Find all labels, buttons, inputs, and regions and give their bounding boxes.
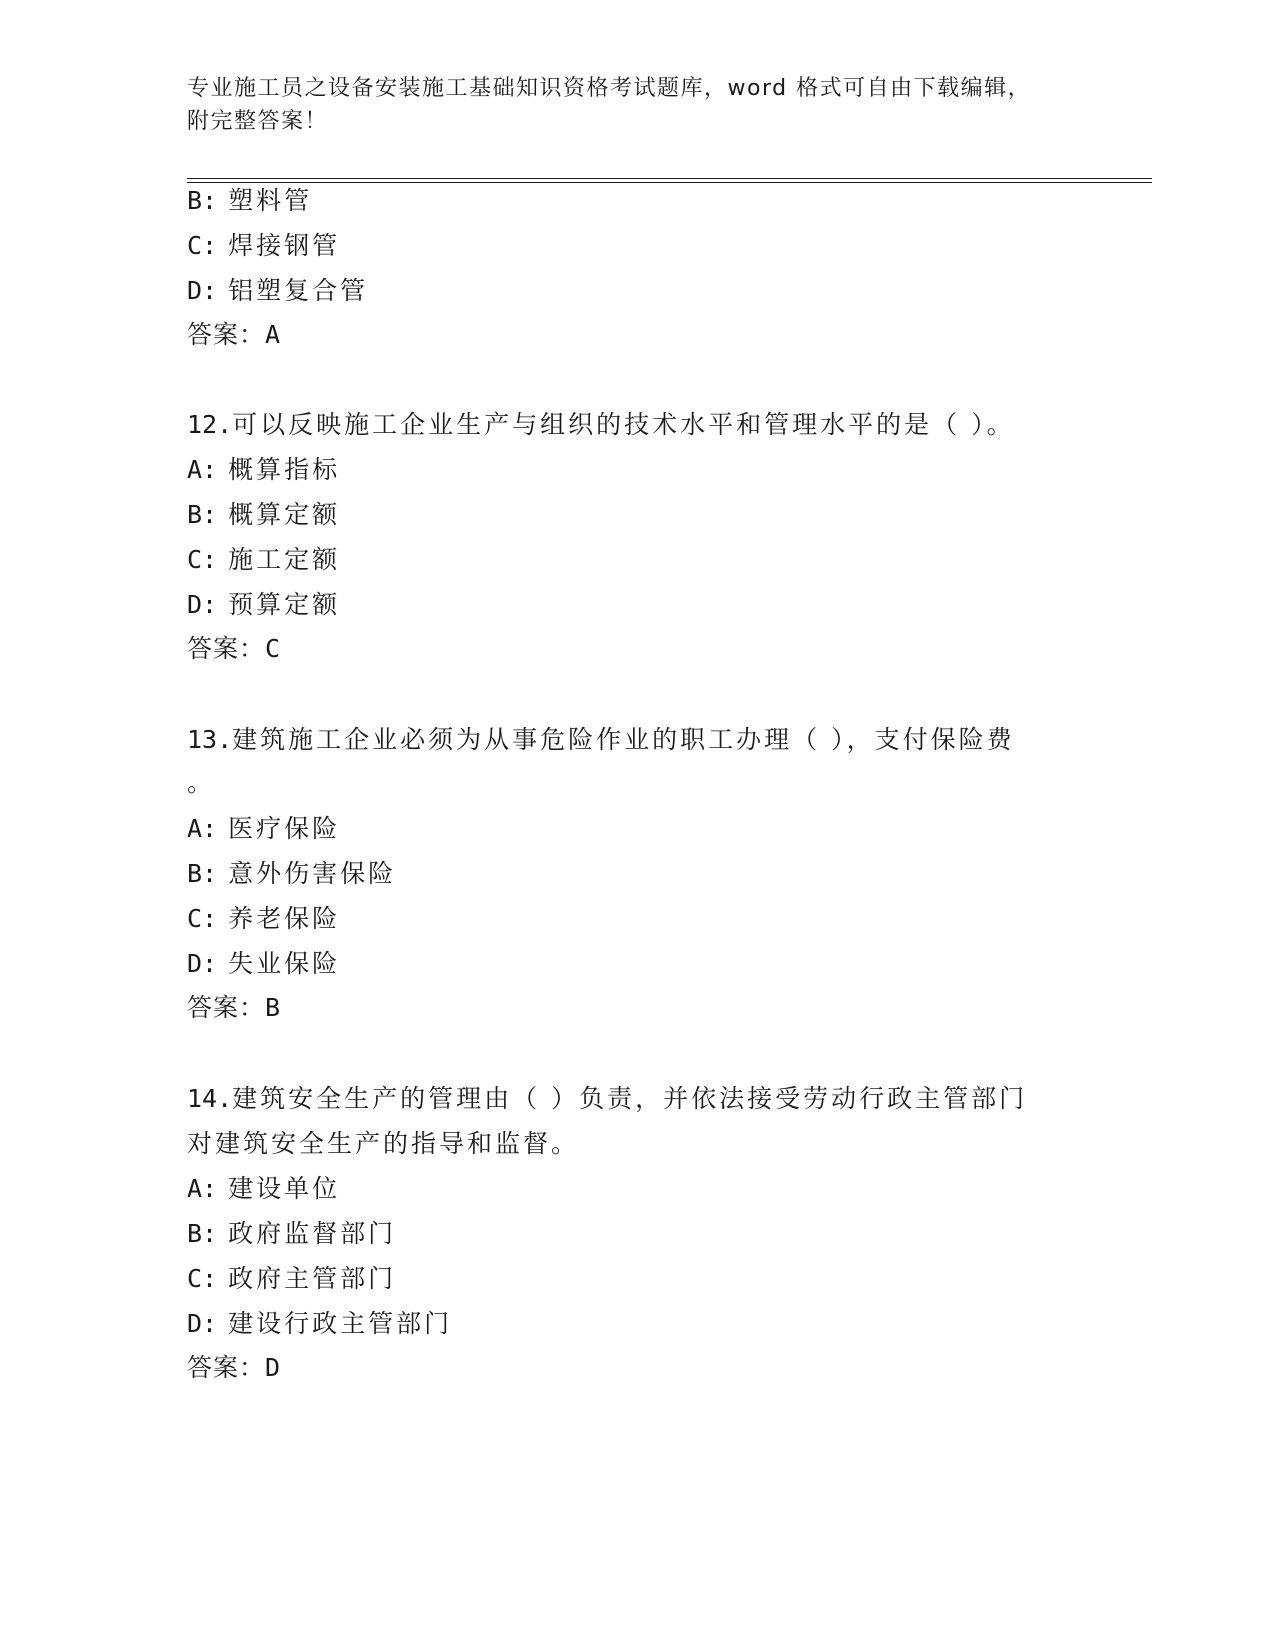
q14-option-a bbox=[187, 1174, 340, 1204]
q12-option-d bbox=[187, 590, 340, 620]
option-letter: C: bbox=[187, 231, 218, 260]
option-letter: D: bbox=[187, 1309, 218, 1338]
option-letter: C: bbox=[187, 904, 218, 933]
option-text: 预算定额 bbox=[228, 590, 341, 619]
header-line-1: 专业施工员之设备安装施工基础知识资格考试题库，word 格式可自由下载编辑， bbox=[187, 76, 1032, 101]
q12-option-b bbox=[187, 500, 340, 530]
q14-option-b bbox=[187, 1219, 396, 1249]
answer-value: A bbox=[265, 320, 281, 349]
option-text: 铝塑复合管 bbox=[228, 276, 369, 305]
option-text: 塑料管 bbox=[228, 186, 313, 215]
q12-option-a bbox=[187, 455, 340, 485]
q13-stem-continued bbox=[187, 768, 215, 798]
header-double-rule bbox=[187, 178, 1152, 183]
option-text: 医疗保险 bbox=[228, 814, 341, 843]
option-text: 概算定额 bbox=[228, 500, 341, 529]
option-text: 养老保险 bbox=[228, 904, 341, 933]
q13-option-d bbox=[187, 949, 340, 979]
answer-label: 答案： bbox=[187, 1353, 266, 1382]
option-text: 建设行政主管部门 bbox=[228, 1309, 453, 1338]
option-text: 意外伤害保险 bbox=[228, 859, 397, 888]
option-letter: B: bbox=[187, 1219, 218, 1248]
q14-stem-continued bbox=[187, 1129, 579, 1159]
option-letter: B: bbox=[187, 859, 218, 888]
q11-option-d bbox=[187, 276, 368, 306]
option-letter: B: bbox=[187, 186, 218, 215]
document-header bbox=[187, 72, 1087, 138]
q13-option-a bbox=[187, 814, 340, 844]
option-text: 焊接钢管 bbox=[228, 231, 341, 260]
option-letter: A: bbox=[187, 814, 218, 843]
question-number: 13. bbox=[187, 725, 233, 754]
q14-stem bbox=[187, 1084, 1027, 1114]
question-text: 可以反映施工企业生产与组织的技术水平和管理水平的是（ ）。 bbox=[232, 410, 1015, 439]
question-text-continued: 。 bbox=[187, 768, 216, 797]
q12-stem bbox=[187, 410, 1015, 440]
q14-answer bbox=[187, 1353, 280, 1383]
question-number: 14. bbox=[187, 1084, 233, 1113]
answer-label: 答案： bbox=[187, 320, 266, 349]
option-text: 政府主管部门 bbox=[228, 1264, 397, 1293]
option-letter: A: bbox=[187, 455, 218, 484]
q11-option-b bbox=[187, 186, 312, 216]
question-text: 建筑施工企业必须为从事危险作业的职工办理（ ），支付保险费 bbox=[232, 725, 1015, 754]
answer-value: B bbox=[265, 993, 281, 1022]
answer-value: C bbox=[265, 634, 281, 663]
q11-answer bbox=[187, 320, 280, 350]
option-letter: A: bbox=[187, 1174, 218, 1203]
q12-answer bbox=[187, 634, 280, 664]
answer-label: 答案： bbox=[187, 993, 266, 1022]
q12-option-c bbox=[187, 545, 340, 575]
option-letter: D: bbox=[187, 276, 218, 305]
option-text: 建设单位 bbox=[228, 1174, 341, 1203]
option-text: 概算指标 bbox=[228, 455, 341, 484]
q13-option-b bbox=[187, 859, 396, 889]
q13-stem bbox=[187, 725, 1015, 755]
option-letter: C: bbox=[187, 1264, 218, 1293]
question-text: 建筑安全生产的管理由（ ）负责，并依法接受劳动行政主管部门 bbox=[232, 1084, 1028, 1113]
q13-answer bbox=[187, 993, 280, 1023]
answer-label: 答案： bbox=[187, 634, 266, 663]
question-text-continued: 对建筑安全生产的指导和监督。 bbox=[187, 1129, 580, 1158]
q13-option-c bbox=[187, 904, 340, 934]
option-letter: D: bbox=[187, 590, 218, 619]
option-text: 施工定额 bbox=[228, 545, 341, 574]
q11-option-c bbox=[187, 231, 340, 261]
option-letter: C: bbox=[187, 545, 218, 574]
option-text: 政府监督部门 bbox=[228, 1219, 397, 1248]
option-text: 失业保险 bbox=[228, 949, 341, 978]
option-letter: D: bbox=[187, 949, 218, 978]
option-letter: B: bbox=[187, 500, 218, 529]
q14-option-c bbox=[187, 1264, 396, 1294]
answer-value: D bbox=[265, 1353, 281, 1382]
q14-option-d bbox=[187, 1309, 452, 1339]
question-number: 12. bbox=[187, 410, 233, 439]
header-line-2: 附完整答案！ bbox=[187, 109, 329, 134]
